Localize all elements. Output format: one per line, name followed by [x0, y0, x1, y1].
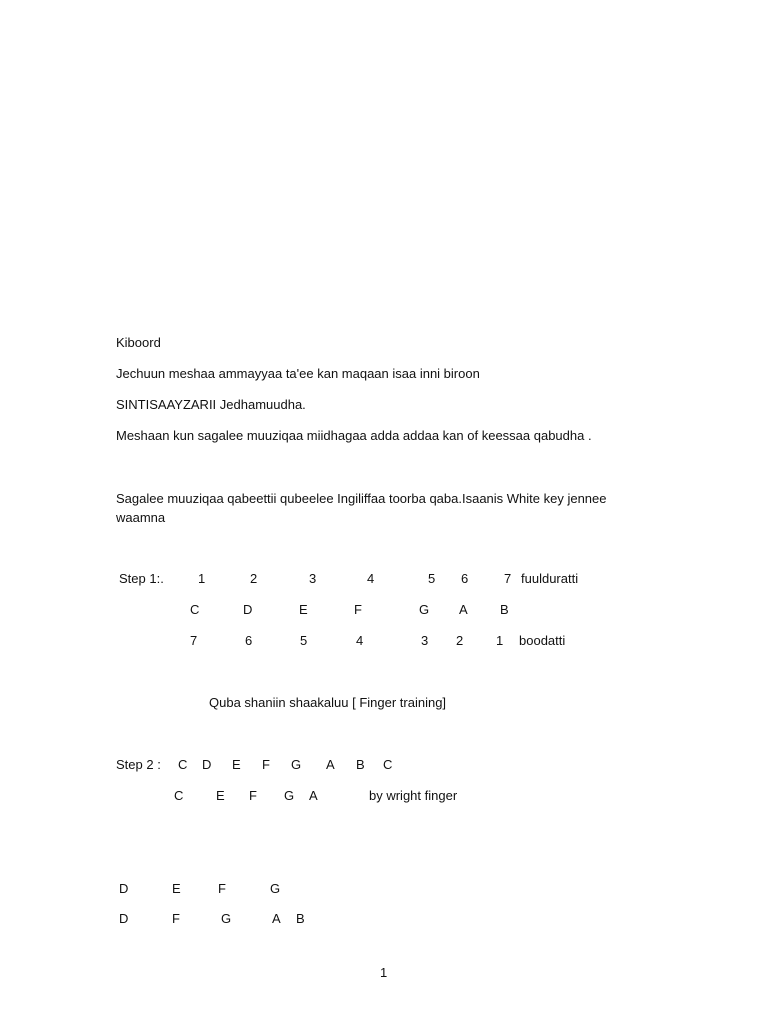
step1-number-up: 2	[250, 571, 258, 586]
step2-note: F	[249, 788, 257, 803]
step1-number-down: 6	[245, 633, 253, 648]
step1-note: C	[190, 602, 200, 617]
step2-note: D	[202, 757, 212, 772]
step2-note: B	[356, 757, 365, 772]
paragraph-1: Jechuun meshaa ammayyaa ta'ee kan maqaan isaa inni biroon	[116, 366, 480, 381]
step1-number-up: 5	[428, 571, 436, 586]
extra-note: D	[119, 881, 129, 896]
step2-label: Step 2 :	[116, 757, 161, 772]
extra-note: E	[172, 881, 181, 896]
step1-number-up: 7	[504, 571, 512, 586]
finger-training-heading: Quba shaniin shaakaluu [ Finger training]	[209, 695, 447, 710]
step1-number-down: 2	[456, 633, 464, 648]
extra-note: B	[296, 911, 305, 926]
step2-note: C	[383, 757, 393, 772]
step2-note: A	[309, 788, 318, 803]
step2-note: C	[174, 788, 184, 803]
step1-note: D	[243, 602, 253, 617]
step1-note: E	[299, 602, 308, 617]
step1-note: G	[419, 602, 430, 617]
step1-up-label: fuulduratti	[521, 571, 579, 586]
extra-note: G	[221, 911, 232, 926]
step1-note: B	[500, 602, 509, 617]
step1-number-down: 4	[356, 633, 364, 648]
extra-note: F	[218, 881, 226, 896]
step1-number-up: 3	[309, 571, 317, 586]
step1-number-down: 1	[496, 633, 504, 648]
step2-note: A	[326, 757, 335, 772]
step1-note: F	[354, 602, 362, 617]
step1-number-up: 4	[367, 571, 375, 586]
paragraph-2: SINTISAAYZARII Jedhamuudha.	[116, 397, 306, 412]
step1-number-up: 1	[198, 571, 206, 586]
extra-note: G	[270, 881, 281, 896]
step2-note: E	[232, 757, 241, 772]
step1-number-down: 5	[300, 633, 308, 648]
step2-note: C	[178, 757, 188, 772]
step2-row2-label: by wright finger	[369, 788, 458, 803]
step1-down-label: boodatti	[519, 633, 566, 648]
document-title: Kiboord	[116, 335, 161, 350]
extra-note: A	[272, 911, 281, 926]
step2-note: E	[216, 788, 225, 803]
extra-note: F	[172, 911, 180, 926]
paragraph-4: Sagalee muuziqaa qabeettii qubeelee Ingiliffaa toorba qaba.Isaanis White key jennee waamna	[116, 491, 607, 525]
step2-note: F	[262, 757, 270, 772]
step1-note: A	[459, 602, 468, 617]
step1-number-down: 7	[190, 633, 198, 648]
page-number: 1	[380, 965, 388, 980]
step2-note: G	[284, 788, 295, 803]
step1-label: Step 1:.	[119, 571, 164, 586]
extra-note: D	[119, 911, 129, 926]
step1-number-up: 6	[461, 571, 469, 586]
step1-number-down: 3	[421, 633, 429, 648]
paragraph-3: Meshaan kun sagalee muuziqaa miidhagaa adda addaa kan of keessaa qabudha .	[116, 428, 592, 443]
step2-note: G	[291, 757, 302, 772]
